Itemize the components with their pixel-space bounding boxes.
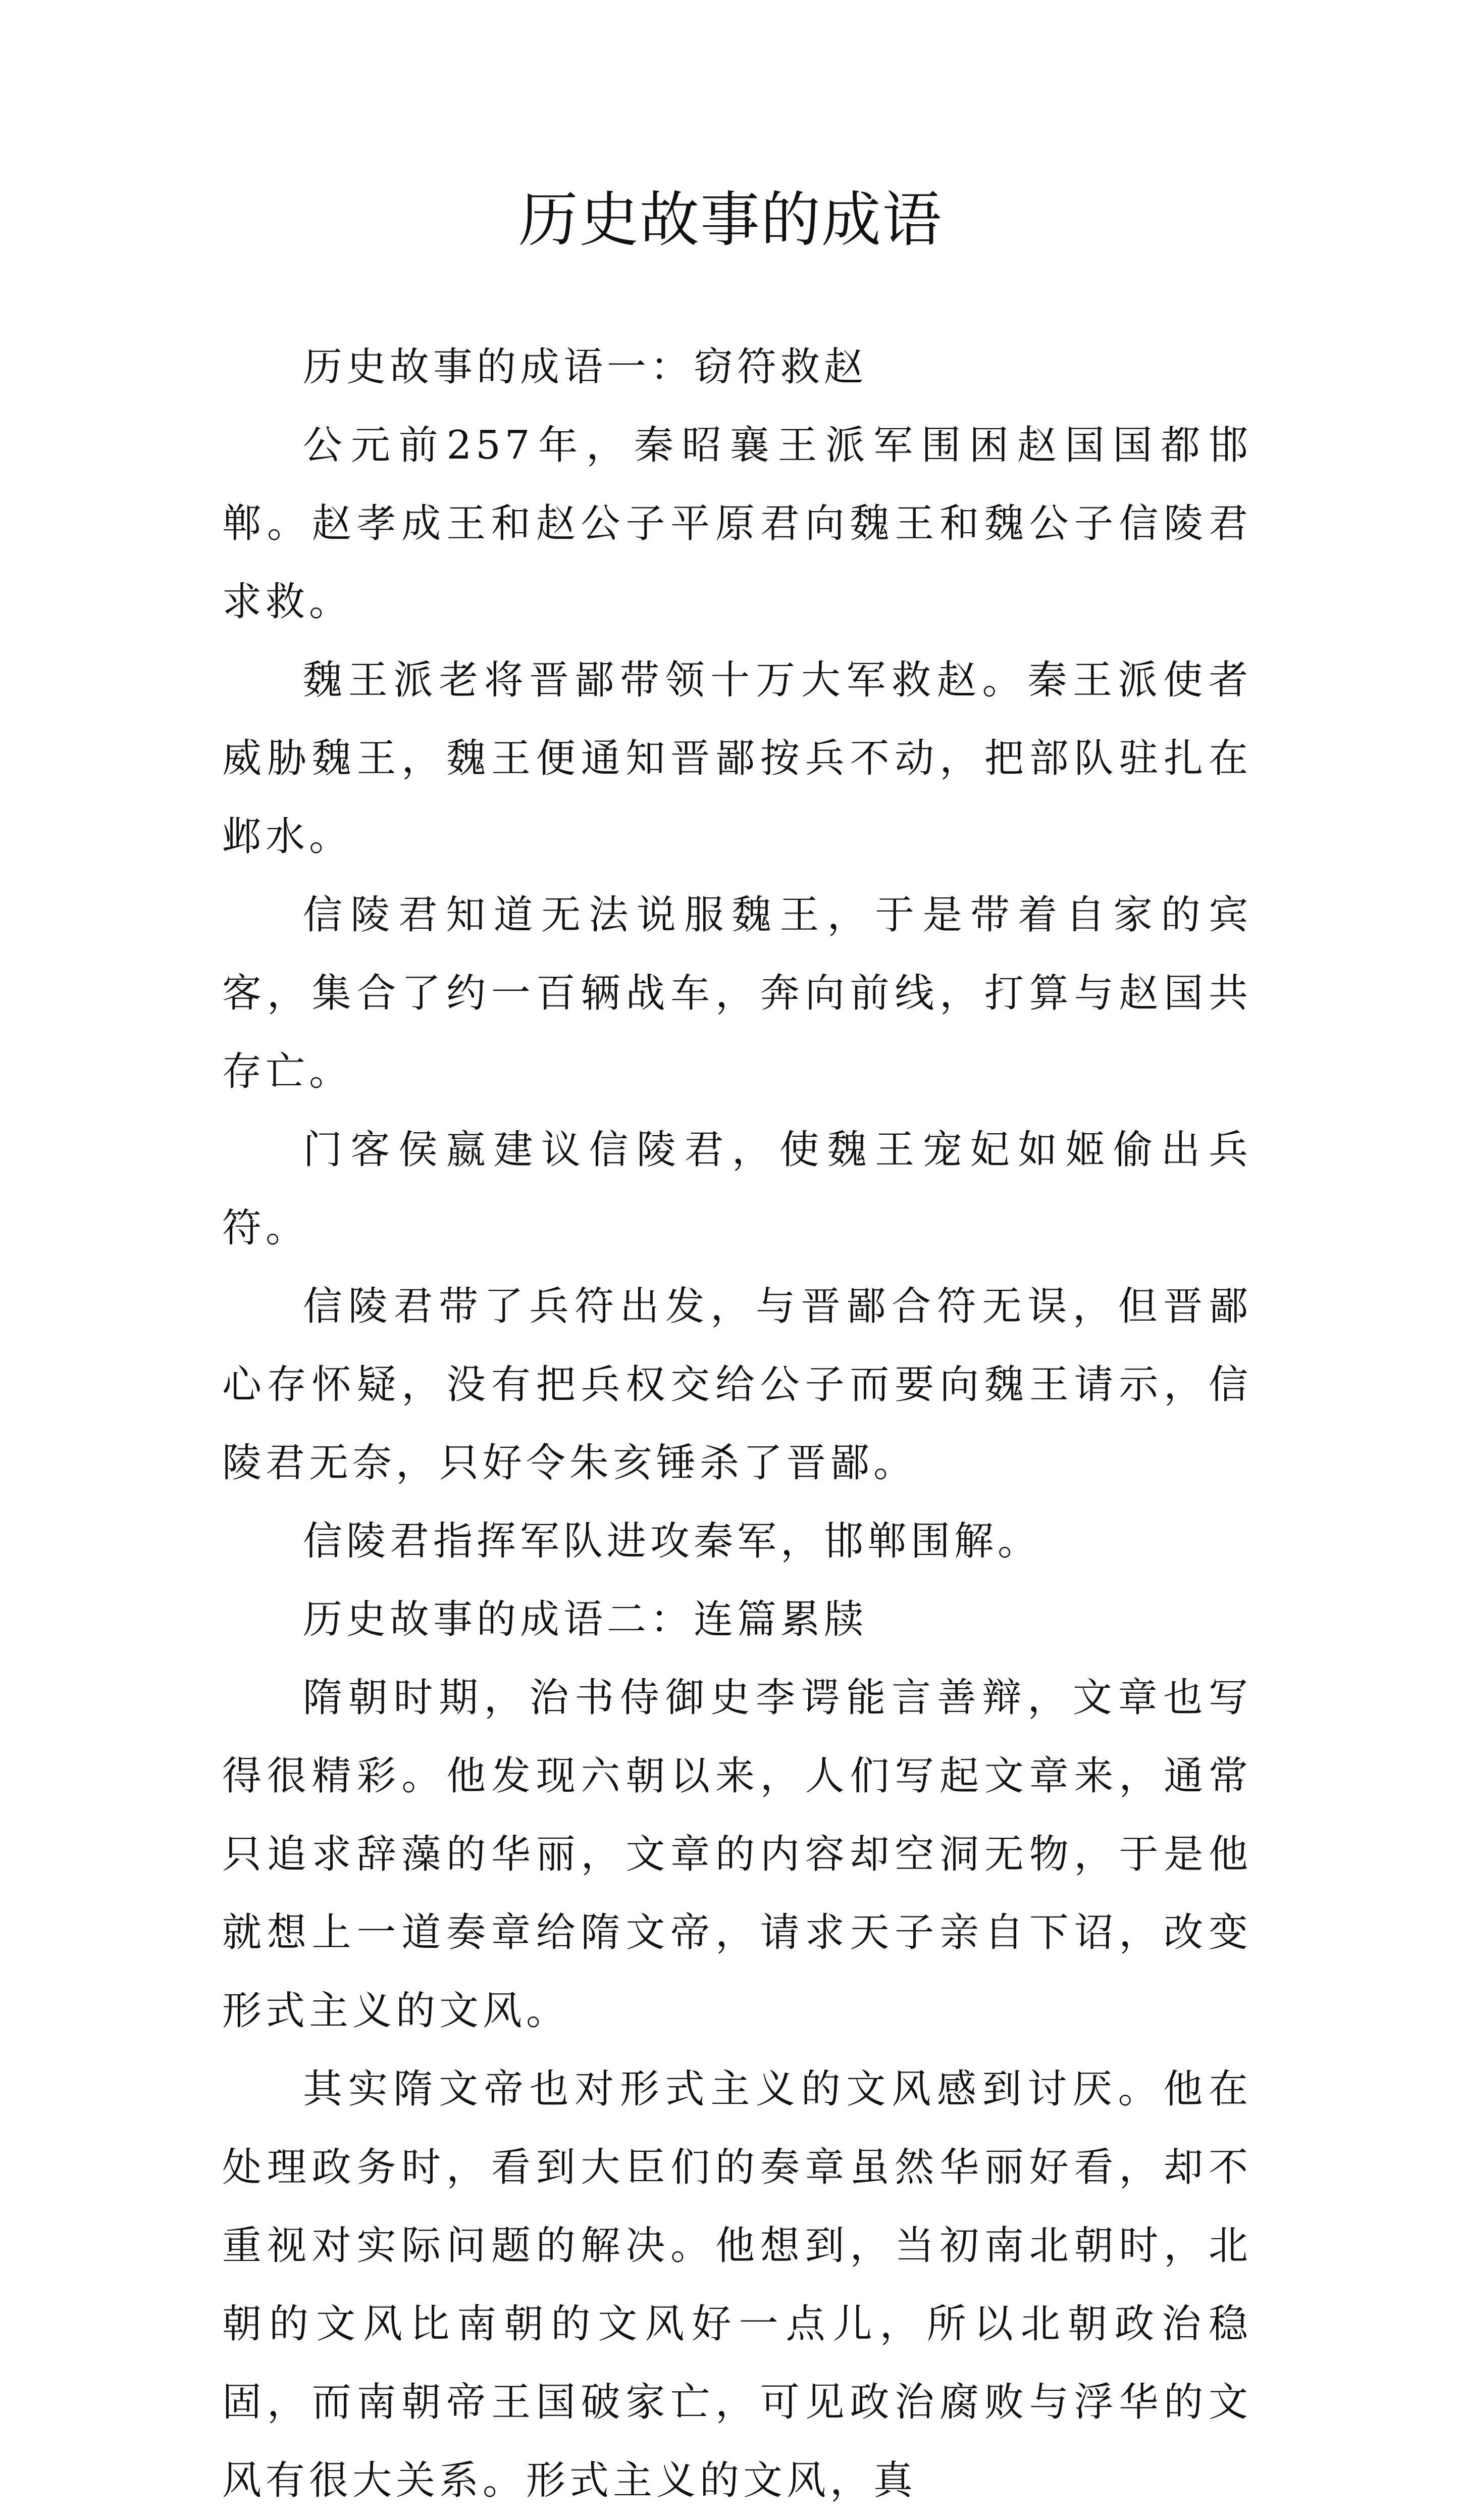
paragraph: 门客侯嬴建议信陵君，使魏王宠妃如姬偷出兵符。: [222, 1127, 1252, 1251]
paragraph-heading-1: 历史故事的成语一：窃符救赵: [303, 344, 868, 390]
paragraph-heading-2: 历史故事的成语二：连篇累牍: [303, 1597, 868, 1642]
paragraph: 隋朝时期，治书侍御史李谔能言善辩，文章也写得很精彩。他发现六朝以来，人们写起文章来，通常只追求辞藻的华丽，文章的内容却空洞无物，于是他就想上一道奏章给隋文帝，请求天子亲自下诏，改变形式主义的文风。: [222, 1675, 1252, 2034]
document-body: [222, 328, 1252, 2520]
paragraph: 信陵君带了兵符出发，与晋鄙合符无误，但晋鄙心存怀疑，没有把兵权交给公子而要向魏王请示，信陵君无奈，只好令朱亥锤杀了晋鄙。: [222, 1284, 1252, 1486]
paragraph: 公元前257年，秦昭襄王派军围困赵国国都邯郸。赵孝成王和赵公子平原君向魏王和魏公子信陵君求救。: [222, 423, 1252, 625]
paragraph: 其实隋文帝也对形式主义的文风感到讨厌。他在处理政务时，看到大臣们的奏章虽然华丽好看，却不重视对实际问题的解决。他想到，当初南北朝时，北朝的文风比南朝的文风好一点儿，所以北朝政治稳固，而南朝帝王国破家亡，可见政治腐败与浮华的文风有很大关系。形式主义的文风，真: [222, 2067, 1252, 2503]
paragraph: 信陵君知道无法说服魏王，于是带着自家的宾客，集合了约一百辆战车，奔向前线，打算与赵国共存亡。: [222, 892, 1252, 1094]
paragraph: 信陵君指挥军队进攻秦军，邯郸围解。: [303, 1519, 1041, 1564]
document-title: 历史故事的成语: [518, 185, 943, 255]
paragraph: 魏王派老将晋鄙带领十万大军救赵。秦王派使者威胁魏王，魏王便通知晋鄙按兵不动，把部队驻扎在邺水。: [222, 658, 1252, 860]
